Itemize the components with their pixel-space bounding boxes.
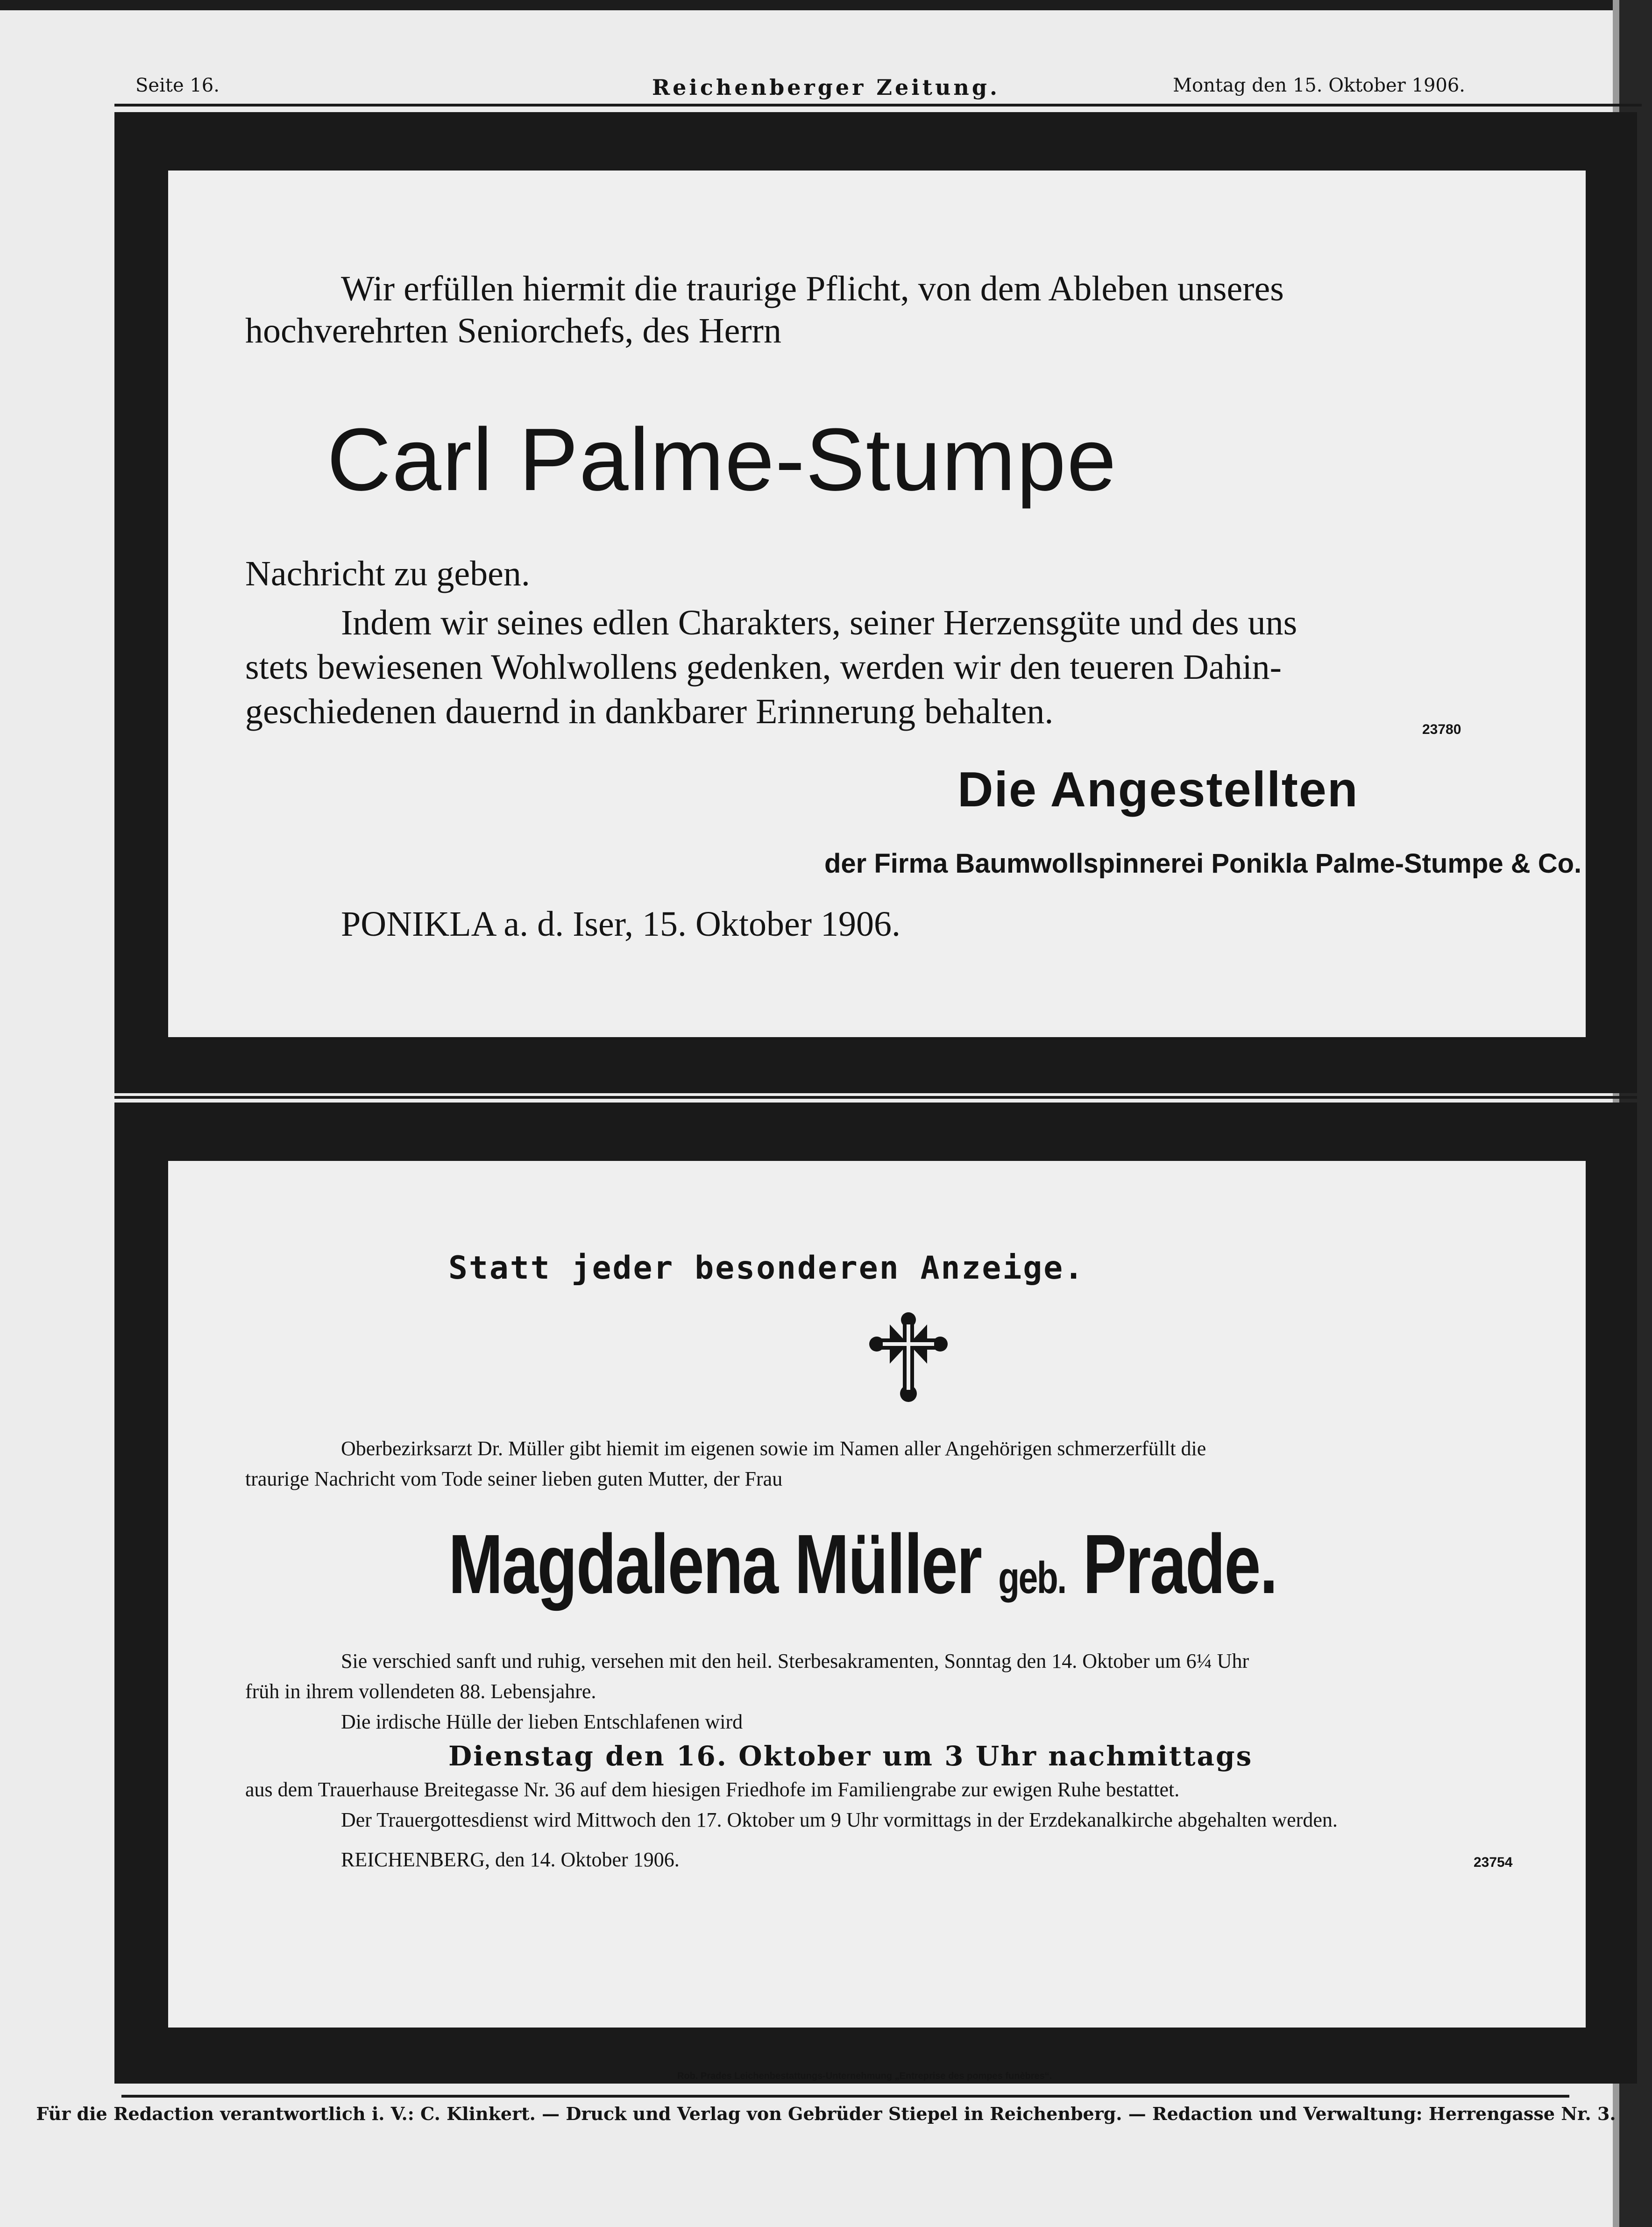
notice-text-line: früh in ihrem vollendeten 88. Lebensjahre. bbox=[245, 1680, 596, 1703]
notice-text-line: Wir erfüllen hiermit die traurige Pflicht, von dem Ableben unseres bbox=[341, 269, 1284, 308]
notice-heading: Statt jeder besonderen Anzeige. bbox=[448, 1250, 1085, 1287]
deceased-name bbox=[448, 1516, 1277, 1613]
obituary-body bbox=[168, 1161, 1586, 2081]
maiden-name: Prade. bbox=[1083, 1517, 1277, 1611]
masthead: Reichenberger Zeitung. bbox=[652, 75, 1000, 100]
imprint-line: Für die Redaction verantwortlich i. V.: C. Klinkert. — Druck und Verlag von Gebrüder Stiepel in Reichenberg. — Redaction und Verwaltung: Herrengasse Nr. 3. bbox=[36, 2103, 1616, 2124]
notice-text-line: geschiedenen dauernd in dankbarer Erinnerung behalten. bbox=[245, 692, 1054, 731]
notice-text-line: Oberbezirksarzt Dr. Müller gibt hiemit im eigenen sowie im Namen aller Angehörigen schmerzerfüllt die bbox=[341, 1437, 1206, 1460]
notice-text-line: Der Trauergottesdienst wird Mittwoch den 17. Oktober um 9 Uhr vormittags in der Erzdekanalkirche abgehalten werden. bbox=[341, 1808, 1338, 1831]
issue-date: Montag den 15. Oktober 1906. bbox=[1173, 75, 1465, 96]
obituary-body bbox=[168, 171, 1586, 1037]
notice-text-line: aus dem Trauerhause Breitegasse Nr. 36 auf dem hiesigen Friedhofe im Familiengrabe zur ewigen Ruhe bestattet. bbox=[245, 1778, 1180, 1801]
ad-number: 23780 bbox=[1422, 722, 1461, 737]
page-number: Seite 16. bbox=[135, 75, 220, 96]
notice-text-line: Nachricht zu geben. bbox=[245, 554, 530, 593]
scan-edge-top bbox=[0, 0, 1652, 10]
undertaker-credit: Rob. Prades Leichenbestattungs-Unternehmung „Entreprise des pompes funèbres“. bbox=[677, 2071, 1052, 2081]
nee-label: geb. bbox=[998, 1553, 1066, 1603]
place-date: PONIKLA a. d. Iser, 15. Oktober 1906. bbox=[341, 904, 901, 944]
obituary-frame-palme-stumpe bbox=[114, 112, 1637, 1093]
funeral-date: Dienstag den 16. Oktober um 3 Uhr nachmittags bbox=[448, 1740, 1253, 1772]
cross-icon bbox=[866, 1310, 950, 1404]
deceased-name-main: Magdalena Müller bbox=[448, 1517, 981, 1611]
ad-number: 23754 bbox=[1474, 1855, 1513, 1870]
notice-text-line: Indem wir seines edlen Charakters, seiner Herzensgüte und des uns bbox=[341, 603, 1297, 642]
section-divider bbox=[114, 1096, 1637, 1099]
deceased-name: Carl Palme-Stumpe bbox=[327, 410, 1117, 509]
notice-text-line: Die irdische Hülle der lieben Entschlafenen wird bbox=[341, 1710, 743, 1733]
signatories: Die Angestellten bbox=[957, 762, 1359, 817]
footer-rule bbox=[121, 2095, 1569, 2098]
notice-text-line: hochverehrten Seniorchefs, des Herrn bbox=[245, 311, 781, 350]
notice-text-line: Sie verschied sanft und ruhig, versehen mit den heil. Sterbesakramenten, Sonntag den 14. Oktober um 6¼ Uhr bbox=[341, 1650, 1249, 1672]
header-rule bbox=[114, 104, 1642, 107]
place-date: REICHENBERG, den 14. Oktober 1906. bbox=[341, 1848, 680, 1871]
obituary-frame-mueller bbox=[114, 1103, 1637, 2084]
notice-text-line: traurige Nachricht vom Tode seiner lieben guten Mutter, der Frau bbox=[245, 1467, 783, 1490]
firm-name: der Firma Baumwollspinnerei Ponikla Palme-Stumpe & Co. bbox=[824, 848, 1582, 879]
notice-text-line: stets bewiesenen Wohlwollens gedenken, werden wir den teueren Dahin- bbox=[245, 647, 1282, 687]
